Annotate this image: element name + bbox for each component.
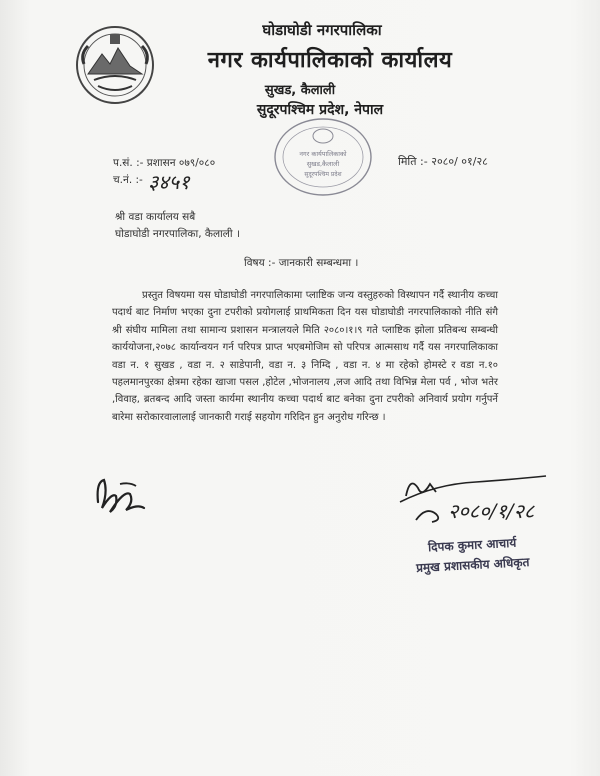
signature-date: २०८०/१/२८ [448,499,535,523]
signer-name: दिपक कुमार आचार्य [427,535,517,555]
letter-date [398,154,488,169]
dispatch-number-row [113,173,143,187]
recipient-line-2: घोडाघोडी नगरपालिका, कैलाली । [115,228,240,240]
initial-signature [90,472,150,522]
reference-value: :- प्रशासन ०७९/०८० [136,157,216,169]
reference-label: प.सं. [113,157,133,169]
office-name: नगर कार्यपालिकाको कार्यालय [207,48,453,73]
date-value: :- २०८०/ ०१/२८ [420,155,488,168]
letter-subject: विषय :- जानकारी सम्बन्धमा । [244,257,359,269]
signer-title: प्रमुख प्रशासकीय अधिकृत [415,555,530,575]
svg-text:सुदूरपश्चिम प्रदेश: सुदूरपश्चिम प्रदेश [304,171,342,178]
svg-text:सुखड,कैलाली: सुखड,कैलाली [306,160,340,168]
municipality-name: घोडाघोडी नगरपालिका [262,21,382,39]
dispatch-label: च.नं. [113,174,133,186]
svg-text:नगर कार्यपालिकाको: नगर कार्यपालिकाको [299,150,347,158]
recipient-line-1: श्री वडा कार्यालय सबै [115,211,196,223]
letter-body: प्रस्तुत विषयमा यस घोडाघोडी नगरपालिकामा प्लाष्टिक जन्य वस्तुहरुको विस्थापन गर्दै स्थानीय कच्चा पदार्थ बाट निर्माण भएका दुना टपरीको प्रयोगलाई प्राथमिकता दिन यस घोडाघोडी नगरपालिकाको नीति संगै श्री संघीय मामिला तथा सामान्य प्रशासन मन्त्रालयले मिति २०८०।१।९ गते प्लाष्टिक झोला प्रतिबन्ध सम्बन्धी कार्ययोजना,२०७८ कार्यान्वयन गर्न परिपत्र प्राप्त भएबमोजिम सो परिपत्र आत्मसाथ गर्दै यस नगरपालिकाका वडा न. १ सुखड , वडा न. २ साडेपानी, वडा न. ३ निम्दि , वडा न. ४ मा रहेको होमस्टे र वडा न.१० पहलमानपुरका क्षेत्रमा रहेका खाजा पसल ,होटेल ,भोजनालय ,लज आदि तथा विभिन्न मेला पर्व , भोज भतेर ,विवाह, ब्रतबन्द आदि जस्ता कार्यमा स्थानीय कच्चा पदार्थ बाट बनेका दुना टपरीको अनिवार्य प्रयोग गर्नुपर्ने बारेमा सरोकारवालालाई जानकारी गराई सहयोग गरिदिन हुन अनुरोध गरिन्छ । [112,290,498,423]
date-label: मिति [398,155,417,168]
office-stamp [272,116,374,198]
office-location: सुखड, कैलाली [264,83,336,98]
recipient-block [115,209,240,243]
dispatch-number-handwritten: ३४५१ [148,170,190,194]
officer-signature [396,462,556,528]
dispatch-separator: :- [135,174,143,186]
province-name: सुदूरपश्चिम प्रदेश, नेपाल [256,102,384,118]
government-emblem-icon [74,24,156,106]
